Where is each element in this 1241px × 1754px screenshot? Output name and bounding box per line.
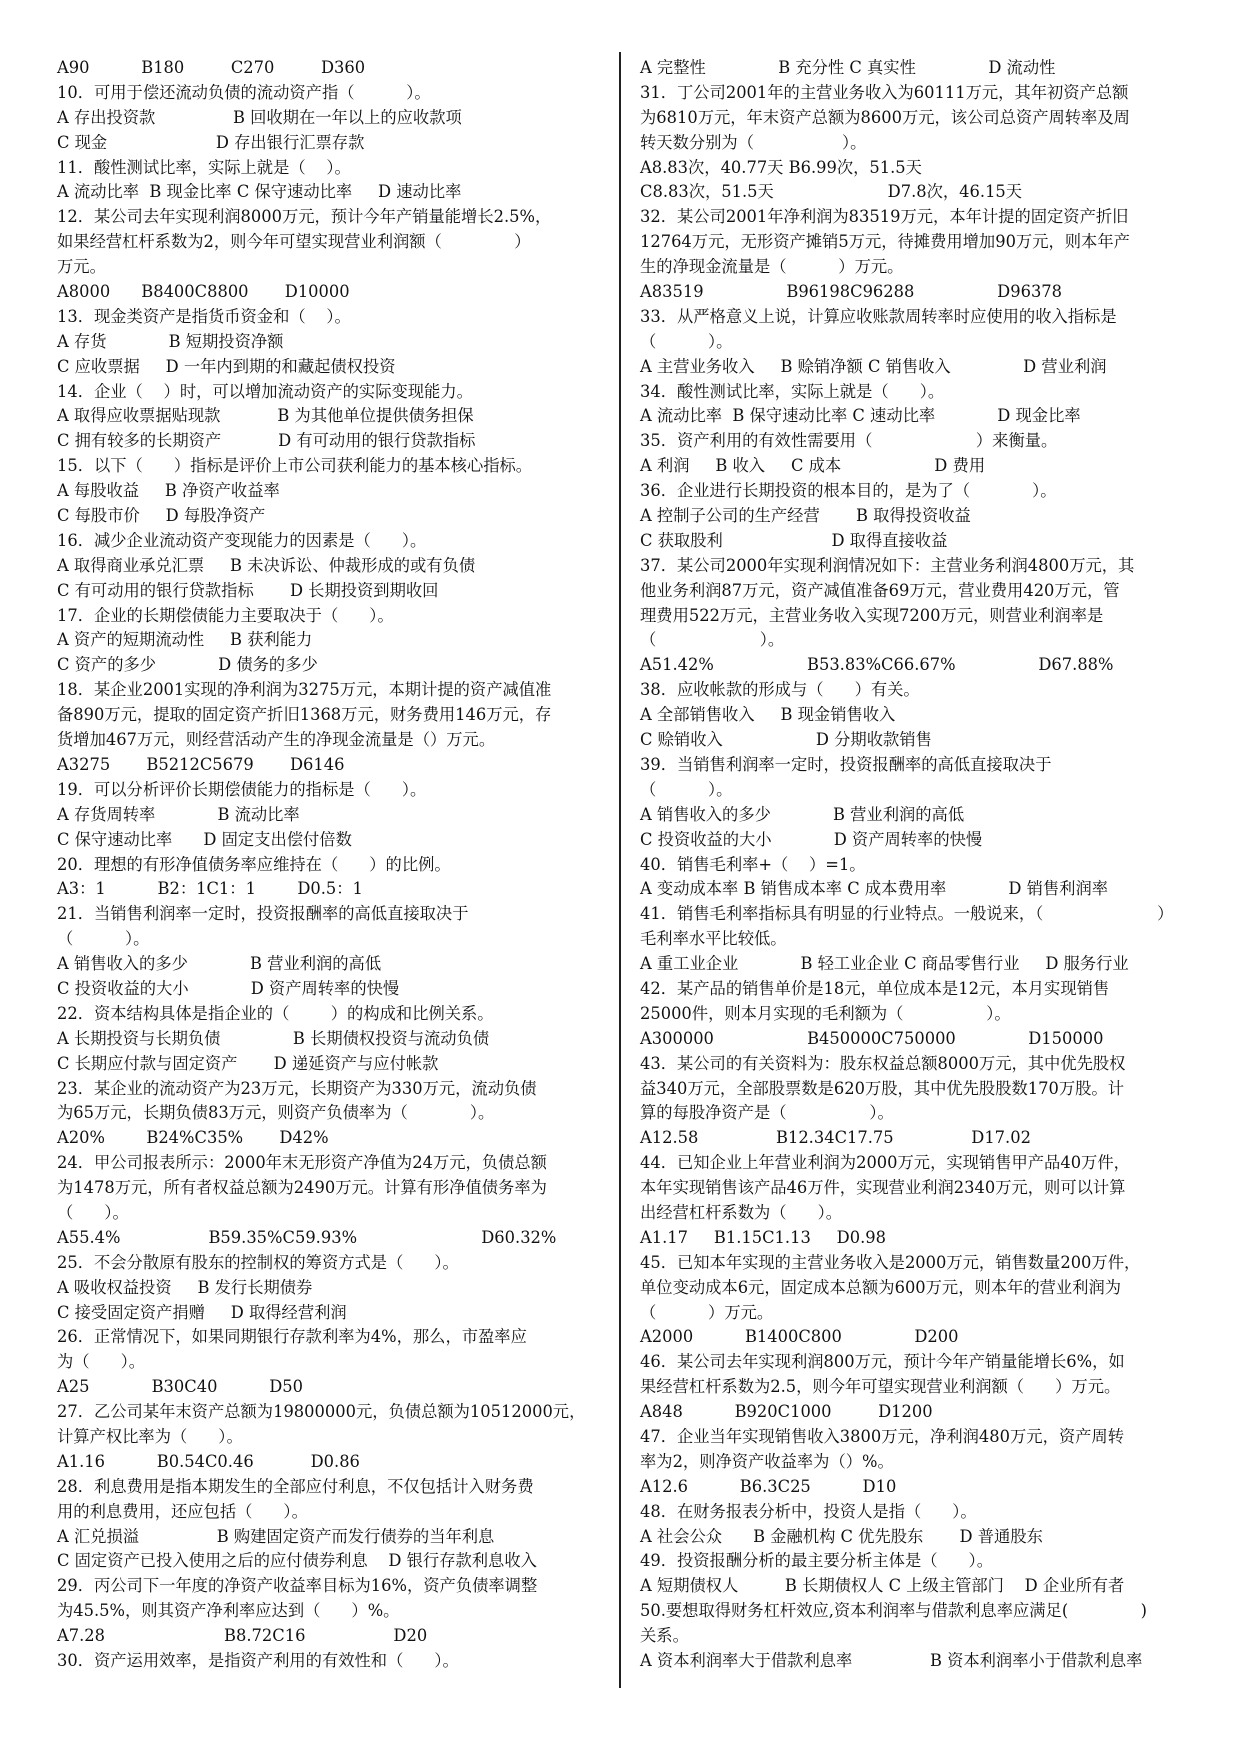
text-line: A 流动比率 B 现金比率 C 保守速动比率 D 速动比率 bbox=[57, 182, 462, 202]
text-line: A 流动比率 B 保守速动比率 C 速动比率 D 现金比率 bbox=[640, 406, 1081, 426]
text-line: 34．酸性测试比率，实际上就是（ ）。 bbox=[640, 381, 945, 401]
text-line: A25 B30C40 D50 bbox=[57, 1377, 303, 1397]
text-line: A 存货 B 短期投资净额 bbox=[57, 331, 284, 351]
text-line: 转天数分别为（ ）。 bbox=[640, 132, 867, 152]
text-line: 理费用522万元，主营业务收入实现7200万元，则营业利润率是 bbox=[640, 605, 1104, 625]
text-line: 49．投资报酬分析的最主要分析主体是（ ）。 bbox=[640, 1551, 993, 1571]
text-line: 23．某企业的流动资产为23万元，长期资产为330万元，流动负债 bbox=[57, 1078, 537, 1098]
text-line: 关系。 bbox=[640, 1626, 689, 1646]
text-line: C 接受固定资产捐赠 D 取得经营利润 bbox=[57, 1302, 347, 1322]
text-line: 如果经营杠杆系数为2，则今年可望实现营业利润额（ ） bbox=[57, 232, 531, 252]
text-line: 13．现金类资产是指货币资金和（ ）。 bbox=[57, 306, 351, 326]
text-line: A20% B24%C35% D42% bbox=[57, 1128, 329, 1148]
text-line: A83519 B96198C96288 D96378 bbox=[640, 282, 1063, 302]
text-line: （ ）。 bbox=[57, 929, 150, 949]
text-line: A 利润 B 收入 C 成本 D 费用 bbox=[640, 456, 986, 476]
text-line: 25000件，则本月实现的毛利额为（ ）。 bbox=[640, 1003, 1011, 1023]
text-line: 货增加467万元，则经营活动产生的净现金流量是（）万元。 bbox=[57, 730, 496, 750]
text-line: 29．丙公司下一年度的净资产收益率目标为16%，资产负债率调整 bbox=[57, 1576, 538, 1596]
text-line: （ ）。 bbox=[640, 331, 733, 351]
text-line: A51.42% B53.83%C66.67% D67.88% bbox=[640, 655, 1114, 675]
text-line: 12764万元，无形资产摊销5万元，待摊费用增加90万元，则本年产 bbox=[640, 232, 1130, 252]
text-line: 44．已知企业上年营业利润为2000万元，实现销售甲产品40万件， bbox=[640, 1153, 1130, 1173]
text-line: C8.83次，51.5天 D7.8次，46.15天 bbox=[640, 182, 1023, 202]
text-line: 42．某产品的销售单价是18元，单位成本是12元，本月实现销售 bbox=[640, 978, 1110, 998]
text-line: C 现金 D 存出银行汇票存款 bbox=[57, 132, 365, 152]
text-line: A 每股收益 B 净资产收益率 bbox=[57, 481, 280, 501]
text-line: 20．理想的有形净值债务率应维持在（ ）的比例。 bbox=[57, 854, 451, 874]
text-line: 用的利息费用，还应包括（ ）。 bbox=[57, 1501, 308, 1521]
text-line: C 赊销收入 D 分期收款销售 bbox=[640, 730, 932, 750]
text-line: A 重工业企业 B 轻工业企业 C 商品零售行业 D 服务行业 bbox=[640, 954, 1129, 974]
text-line: A 汇兑损溢 B 购建固定资产而发行债券的当年利息 bbox=[57, 1526, 495, 1546]
text-line: A3275 B5212C5679 D6146 bbox=[57, 754, 345, 774]
text-line: 为45.5%，则其资产净利率应达到（ ）%。 bbox=[57, 1601, 400, 1621]
text-line: 计算产权比率为（ ）。 bbox=[57, 1426, 243, 1446]
text-line: （ ）。 bbox=[57, 1202, 129, 1222]
left-column bbox=[57, 56, 602, 1674]
text-line: 27．乙公司某年末资产总额为19800000元，负债总额为10512000元， bbox=[57, 1402, 586, 1422]
text-line: 11．酸性测试比率，实际上就是（ ）。 bbox=[57, 157, 351, 177]
text-line: A848 B920C1000 D1200 bbox=[640, 1402, 933, 1422]
text-line: 35．资产利用的有效性需要用（ ）来衡量。 bbox=[640, 431, 1058, 451]
text-line: （ ）万元。 bbox=[640, 1302, 774, 1322]
text-line: 19．可以分析评价长期偿债能力的指标是（ ）。 bbox=[57, 779, 427, 799]
text-line: A 存货周转率 B 流动比率 bbox=[57, 804, 300, 824]
text-line: C 长期应付款与固定资产 D 递延资产与应付帐款 bbox=[57, 1053, 439, 1073]
text-line: A 存出投资款 B 回收期在一年以上的应收款项 bbox=[57, 107, 462, 127]
text-line: 为6810万元，年末资产总额为8600万元，该公司总资产周转率及周 bbox=[640, 107, 1130, 127]
text-line: 24．甲公司报表所示：2000年末无形资产净值为24万元，负债总额 bbox=[57, 1153, 547, 1173]
text-line: 17．企业的长期偿债能力主要取决于（ ）。 bbox=[57, 605, 394, 625]
text-line: C 投资收益的大小 D 资产周转率的快慢 bbox=[57, 978, 400, 998]
text-line: 14．企业（ ）时，可以增加流动资产的实际变现能力。 bbox=[57, 381, 473, 401]
text-line: C 获取股利 D 取得直接收益 bbox=[640, 530, 948, 550]
text-line: 50.要想取得财务杠杆效应,资本利润率与借款利息率应满足( ) bbox=[640, 1601, 1147, 1621]
text-line: 他业务利润87万元，资产减值准备69万元，营业费用420万元，管 bbox=[640, 580, 1120, 600]
text-line: 10．可用于偿还流动负债的流动资产指（ ）。 bbox=[57, 82, 431, 102]
text-line: 45．已知本年实现的主营业务收入是2000万元，销售数量200万件， bbox=[640, 1252, 1141, 1272]
text-line: 40．销售毛利率+（ ）=1。 bbox=[640, 854, 866, 874]
text-line: 46．某公司去年实现利润800万元，预计今年产销量能增长6%，如 bbox=[640, 1352, 1125, 1372]
text-line: 28．利息费用是指本期发生的全部应付利息，不仅包括计入财务费 bbox=[57, 1476, 534, 1496]
text-line: 生的净现金流量是（ ）万元。 bbox=[640, 257, 904, 277]
text-line: 为（ ）。 bbox=[57, 1352, 146, 1372]
text-line: A2000 B1400C800 D200 bbox=[640, 1327, 959, 1347]
right-column bbox=[640, 56, 1185, 1674]
text-line: A7.28 B8.72C16 D20 bbox=[57, 1626, 428, 1646]
text-line: 万元。 bbox=[57, 257, 106, 277]
text-line: C 拥有较多的长期资产 D 有可动用的银行贷款指标 bbox=[57, 431, 476, 451]
text-line: A 主营业务收入 B 赊销净额 C 销售收入 D 营业利润 bbox=[640, 356, 1107, 376]
text-line: C 保守速动比率 D 固定支出偿付倍数 bbox=[57, 829, 352, 849]
text-line: C 应收票据 D 一年内到期的和藏起债权投资 bbox=[57, 356, 396, 376]
text-line: 33．从严格意义上说，计算应收账款周转率时应使用的收入指标是 bbox=[640, 306, 1117, 326]
text-line: A 取得应收票据贴现款 B 为其他单位提供债务担保 bbox=[57, 406, 474, 426]
text-line: 益340万元，全部股票数是620万股，其中优先股股数170万股。计 bbox=[640, 1078, 1124, 1098]
text-line: 36．企业进行长期投资的根本目的，是为了（ ）。 bbox=[640, 481, 1057, 501]
text-line: 出经营杠杆系数为（ ）。 bbox=[640, 1202, 843, 1222]
text-line: A1.17 B1.15C1.13 D0.98 bbox=[640, 1227, 886, 1247]
text-line: 32．某公司2001年净利润为83519万元，本年计提的固定资产折旧 bbox=[640, 207, 1129, 227]
text-line: C 有可动用的银行贷款指标 D 长期投资到期收回 bbox=[57, 580, 439, 600]
text-line: A 全部销售收入 B 现金销售收入 bbox=[640, 705, 896, 725]
text-line: 果经营杠杆系数为2.5，则今年可望实现营业利润额（ ）万元。 bbox=[640, 1377, 1121, 1397]
text-line: A12.6 B6.3C25 D10 bbox=[640, 1476, 897, 1496]
text-line: 39．当销售利润率一定时，投资报酬率的高低直接取决于 bbox=[640, 754, 1052, 774]
text-line: 率为2，则净资产收益率为（）%。 bbox=[640, 1451, 894, 1471]
text-line: C 投资收益的大小 D 资产周转率的快慢 bbox=[640, 829, 983, 849]
text-line: 为1478万元，所有者权益总额为2490万元。计算有形净值债务率为 bbox=[57, 1178, 547, 1198]
text-line: 31．丁公司2001年的主营业务收入为60111万元，其年初资产总额 bbox=[640, 82, 1129, 102]
text-line: 备890万元，提取的固定资产折旧1368万元，财务费用146万元，存 bbox=[57, 705, 552, 725]
text-line: 本年实现销售该产品46万件，实现营业利润2340万元，则可以计算 bbox=[640, 1178, 1126, 1198]
text-line: 48．在财务报表分析中，投资人是指（ ）。 bbox=[640, 1501, 977, 1521]
text-line: 18．某企业2001实现的净利润为3275万元，本期计提的资产减值准 bbox=[57, 680, 552, 700]
text-line: （ ）。 bbox=[640, 779, 733, 799]
text-line: A 短期债权人 B 长期债权人 C 上级主管部门 D 企业所有者 bbox=[640, 1576, 1125, 1596]
text-line: A 销售收入的多少 B 营业利润的高低 bbox=[640, 804, 965, 824]
text-line: 单位变动成本6元，固定成本总额为600万元，则本年的营业利润为 bbox=[640, 1277, 1122, 1297]
text-line: （ ）。 bbox=[640, 630, 785, 650]
text-line: 30．资产运用效率，是指资产利用的有效性和（ ）。 bbox=[57, 1651, 459, 1670]
text-line: A 社会公众 B 金融机构 C 优先股东 D 普通股东 bbox=[640, 1526, 1043, 1546]
text-line: A1.16 B0.54C0.46 D0.86 bbox=[57, 1451, 360, 1471]
text-line: A 资产的短期流动性 B 获利能力 bbox=[57, 630, 313, 650]
text-line: A300000 B450000C750000 D150000 bbox=[640, 1028, 1104, 1048]
text-line: 26．正常情况下，如果同期银行存款利率为4%，那么，市盈率应 bbox=[57, 1327, 527, 1347]
column-divider bbox=[619, 52, 621, 1688]
text-line: A55.4% B59.35%C59.93% D60.32% bbox=[57, 1227, 557, 1247]
text-line: 22．资本结构具体是指企业的（ ）的构成和比例关系。 bbox=[57, 1003, 494, 1023]
text-line: A 完整性 B 充分性 C 真实性 D 流动性 bbox=[640, 58, 1056, 77]
text-line: A 取得商业承兑汇票 B 未决诉讼、仲裁形成的或有负债 bbox=[57, 555, 476, 575]
text-line: A3：1 B2：1C1：1 D0.5：1 bbox=[57, 879, 363, 899]
text-line: 37．某公司2000年实现利润情况如下：主营业务利润4800万元，其 bbox=[640, 555, 1135, 575]
text-line: 21．当销售利润率一定时，投资报酬率的高低直接取决于 bbox=[57, 904, 469, 924]
text-line: A90 B180 C270 D360 bbox=[57, 58, 366, 77]
text-line: 算的每股净资产是（ ）。 bbox=[640, 1103, 894, 1123]
text-line: A 变动成本率 B 销售成本率 C 成本费用率 D 销售利润率 bbox=[640, 879, 1109, 899]
text-line: A 长期投资与长期负债 B 长期债权投资与流动负债 bbox=[57, 1028, 490, 1048]
text-line: 47．企业当年实现销售收入3800万元，净利润480万元，资产周转 bbox=[640, 1426, 1124, 1446]
text-line: 25．不会分散原有股东的控制权的筹资方式是（ ）。 bbox=[57, 1252, 459, 1272]
text-line: A12.58 B12.34C17.75 D17.02 bbox=[640, 1128, 1031, 1148]
text-line: A 销售收入的多少 B 营业利润的高低 bbox=[57, 954, 382, 974]
text-line: C 固定资产已投入使用之后的应付债券利息 D 银行存款利息收入 bbox=[57, 1551, 537, 1571]
text-line: A8.83次，40.77天 B6.99次，51.5天 bbox=[640, 157, 922, 177]
text-line: 15．以下（ ）指标是评价上市公司获利能力的基本核心指标。 bbox=[57, 456, 533, 476]
text-line: 为65万元，长期负债83万元，则资产负债率为（ ）。 bbox=[57, 1103, 495, 1123]
text-line: 41．销售毛利率指标具有明显的行业特点。一般说来，（ ） bbox=[640, 904, 1174, 924]
text-line: A 吸收权益投资 B 发行长期债券 bbox=[57, 1277, 313, 1297]
text-line: A8000 B8400C8800 D10000 bbox=[57, 282, 350, 302]
text-line: 16．减少企业流动资产变现能力的因素是（ ）。 bbox=[57, 530, 427, 550]
text-line: C 每股市价 D 每股净资产 bbox=[57, 506, 266, 526]
text-line: 38．应收帐款的形成与（ ）有关。 bbox=[640, 680, 920, 700]
text-line: A 控制子公司的生产经营 B 取得投资收益 bbox=[640, 506, 971, 526]
text-line: 43．某公司的有关资料为：股东权益总额8000万元，其中优先股权 bbox=[640, 1053, 1126, 1073]
text-line: C 资产的多少 D 债务的多少 bbox=[57, 655, 318, 675]
text-line: A 资本利润率大于借款利息率 B 资本利润率小于借款利息率 bbox=[640, 1651, 1143, 1670]
text-line: 毛利率水平比较低。 bbox=[640, 929, 787, 949]
text-line: 12．某公司去年实现利润8000万元，预计今年产销量能增长2.5%， bbox=[57, 207, 552, 227]
